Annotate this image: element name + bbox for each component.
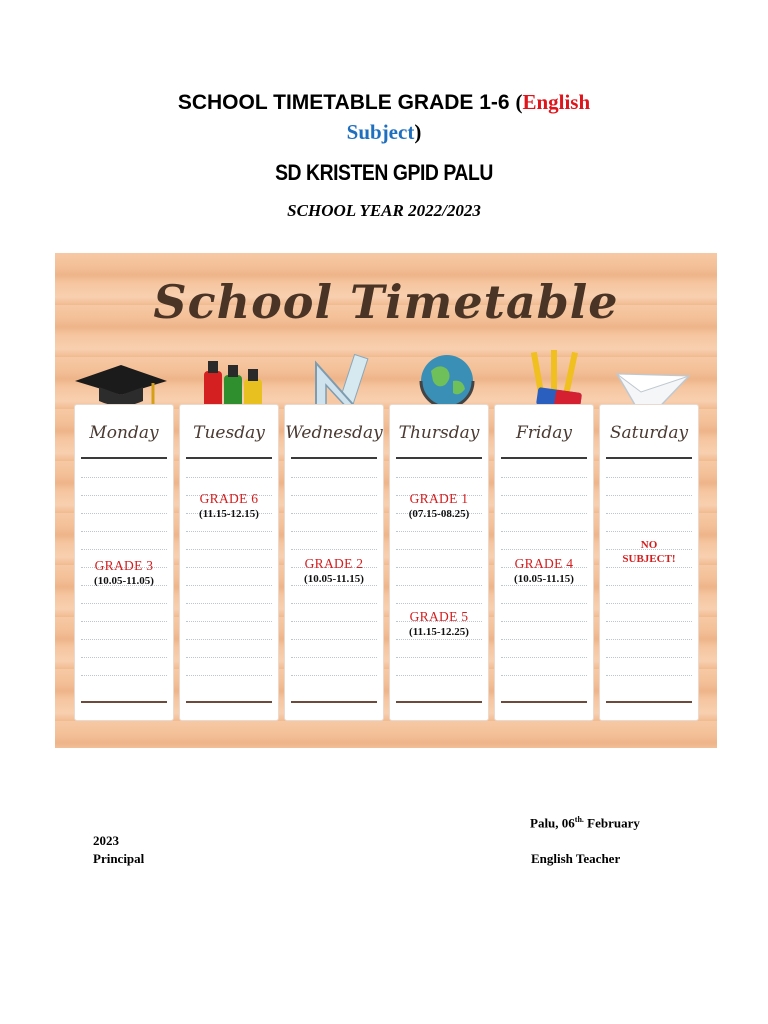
divider — [501, 639, 587, 640]
divider — [606, 657, 692, 658]
grade-label: GRADE 5 — [409, 609, 469, 624]
note-line: SUBJECT! — [622, 553, 676, 565]
title-line-2 — [0, 118, 768, 146]
divider — [396, 585, 482, 586]
divider — [291, 549, 377, 550]
divider — [291, 513, 377, 514]
divider — [396, 639, 482, 640]
divider — [396, 603, 482, 604]
divider — [396, 567, 482, 568]
time-label: (10.05-11.15) — [514, 573, 574, 585]
grade-label: GRADE 2 — [304, 556, 364, 571]
time-label: (10.05-11.05) — [94, 575, 154, 587]
divider — [606, 531, 692, 532]
divider — [291, 657, 377, 658]
timetable-slot — [495, 556, 593, 585]
day-label: Monday — [89, 423, 159, 443]
divider — [396, 657, 482, 658]
divider — [81, 549, 167, 550]
divider — [606, 513, 692, 514]
divider — [501, 675, 587, 676]
divider — [81, 603, 167, 604]
divider — [606, 567, 692, 568]
divider — [291, 603, 377, 604]
title-paren-close: ) — [414, 120, 422, 144]
date-suffix: th. — [574, 815, 584, 824]
divider — [501, 513, 587, 514]
divider — [501, 585, 587, 586]
divider — [606, 457, 692, 459]
divider — [291, 495, 377, 496]
divider — [291, 701, 377, 703]
divider — [501, 549, 587, 550]
divider — [396, 549, 482, 550]
grade-label: GRADE 6 — [199, 491, 259, 506]
date-month: February — [587, 815, 640, 831]
day-column-friday — [495, 405, 593, 720]
divider — [186, 585, 272, 586]
divider — [81, 621, 167, 622]
divider — [606, 639, 692, 640]
divider — [186, 675, 272, 676]
principal-label: Principal — [93, 851, 145, 866]
day-label: Saturday — [609, 423, 689, 443]
divider — [291, 675, 377, 676]
divider — [501, 657, 587, 658]
divider — [186, 477, 272, 478]
divider — [186, 567, 272, 568]
divider — [186, 701, 272, 703]
day-column-saturday — [600, 405, 698, 720]
title-paren-open: ( — [515, 90, 523, 114]
grade-label: GRADE 4 — [514, 556, 574, 571]
grade-label: GRADE 1 — [409, 491, 469, 506]
day-label: Wednesday — [285, 423, 383, 443]
time-label: (07.15-08.25) — [408, 508, 470, 520]
grade-label: GRADE 3 — [94, 558, 154, 573]
day-column-tuesday — [180, 405, 278, 720]
divider — [81, 495, 167, 496]
timetable-board — [55, 253, 717, 748]
time-label: (10.05-11.15) — [304, 573, 364, 585]
teacher-label: English Teacher — [531, 851, 621, 866]
divider — [81, 657, 167, 658]
divider — [291, 477, 377, 478]
title-main: SCHOOL TIMETABLE GRADE 1-6 — [177, 91, 510, 114]
divider — [501, 603, 587, 604]
divider — [81, 701, 167, 703]
timetable-slot — [390, 609, 488, 638]
divider — [81, 675, 167, 676]
divider — [606, 603, 692, 604]
divider — [606, 495, 692, 496]
divider — [501, 621, 587, 622]
divider — [501, 495, 587, 496]
day-column-monday — [75, 405, 173, 720]
date-year: 2023 — [93, 833, 119, 848]
divider — [501, 701, 587, 703]
divider — [606, 477, 692, 478]
school-year: SCHOOL YEAR 2022/2023 — [287, 201, 481, 220]
timetable-slot — [75, 558, 173, 587]
place-date — [530, 815, 640, 831]
divider — [186, 549, 272, 550]
divider — [186, 603, 272, 604]
divider — [81, 531, 167, 532]
timetable-slot — [180, 491, 278, 520]
day-column-wednesday — [285, 405, 383, 720]
divider — [396, 457, 482, 459]
day-column-thursday — [390, 405, 488, 720]
time-label: (11.15-12.25) — [409, 626, 469, 638]
divider — [186, 621, 272, 622]
day-label: Thursday — [398, 423, 480, 443]
divider — [396, 701, 482, 703]
divider — [186, 457, 272, 459]
divider — [606, 585, 692, 586]
divider — [501, 457, 587, 459]
divider — [501, 531, 587, 532]
day-label: Friday — [516, 423, 572, 443]
divider — [606, 675, 692, 676]
divider — [186, 639, 272, 640]
divider — [186, 531, 272, 532]
place-date-prefix: Palu, 06 — [530, 815, 575, 831]
divider — [501, 477, 587, 478]
title-subject-english: English — [522, 90, 591, 114]
divider — [396, 531, 482, 532]
divider — [81, 639, 167, 640]
timetable-slot — [285, 556, 383, 585]
divider — [291, 639, 377, 640]
divider — [81, 477, 167, 478]
divider — [396, 477, 482, 478]
divider — [291, 621, 377, 622]
divider — [291, 585, 377, 586]
document-title — [0, 88, 768, 117]
divider — [81, 513, 167, 514]
day-label: Tuesday — [193, 423, 265, 443]
divider — [81, 457, 167, 459]
note-line: NO — [640, 539, 658, 551]
divider — [186, 657, 272, 658]
divider — [291, 457, 377, 459]
divider — [606, 621, 692, 622]
title-subject-word: Subject — [346, 120, 415, 144]
school-name: SD KRISTEN GPID PALU — [275, 160, 493, 185]
no-subject-note — [600, 538, 698, 566]
time-label: (11.15-12.15) — [199, 508, 259, 520]
divider — [291, 531, 377, 532]
divider — [396, 675, 482, 676]
timetable-slot — [390, 491, 488, 520]
divider — [606, 701, 692, 703]
board-title: School Timetable — [153, 275, 619, 329]
